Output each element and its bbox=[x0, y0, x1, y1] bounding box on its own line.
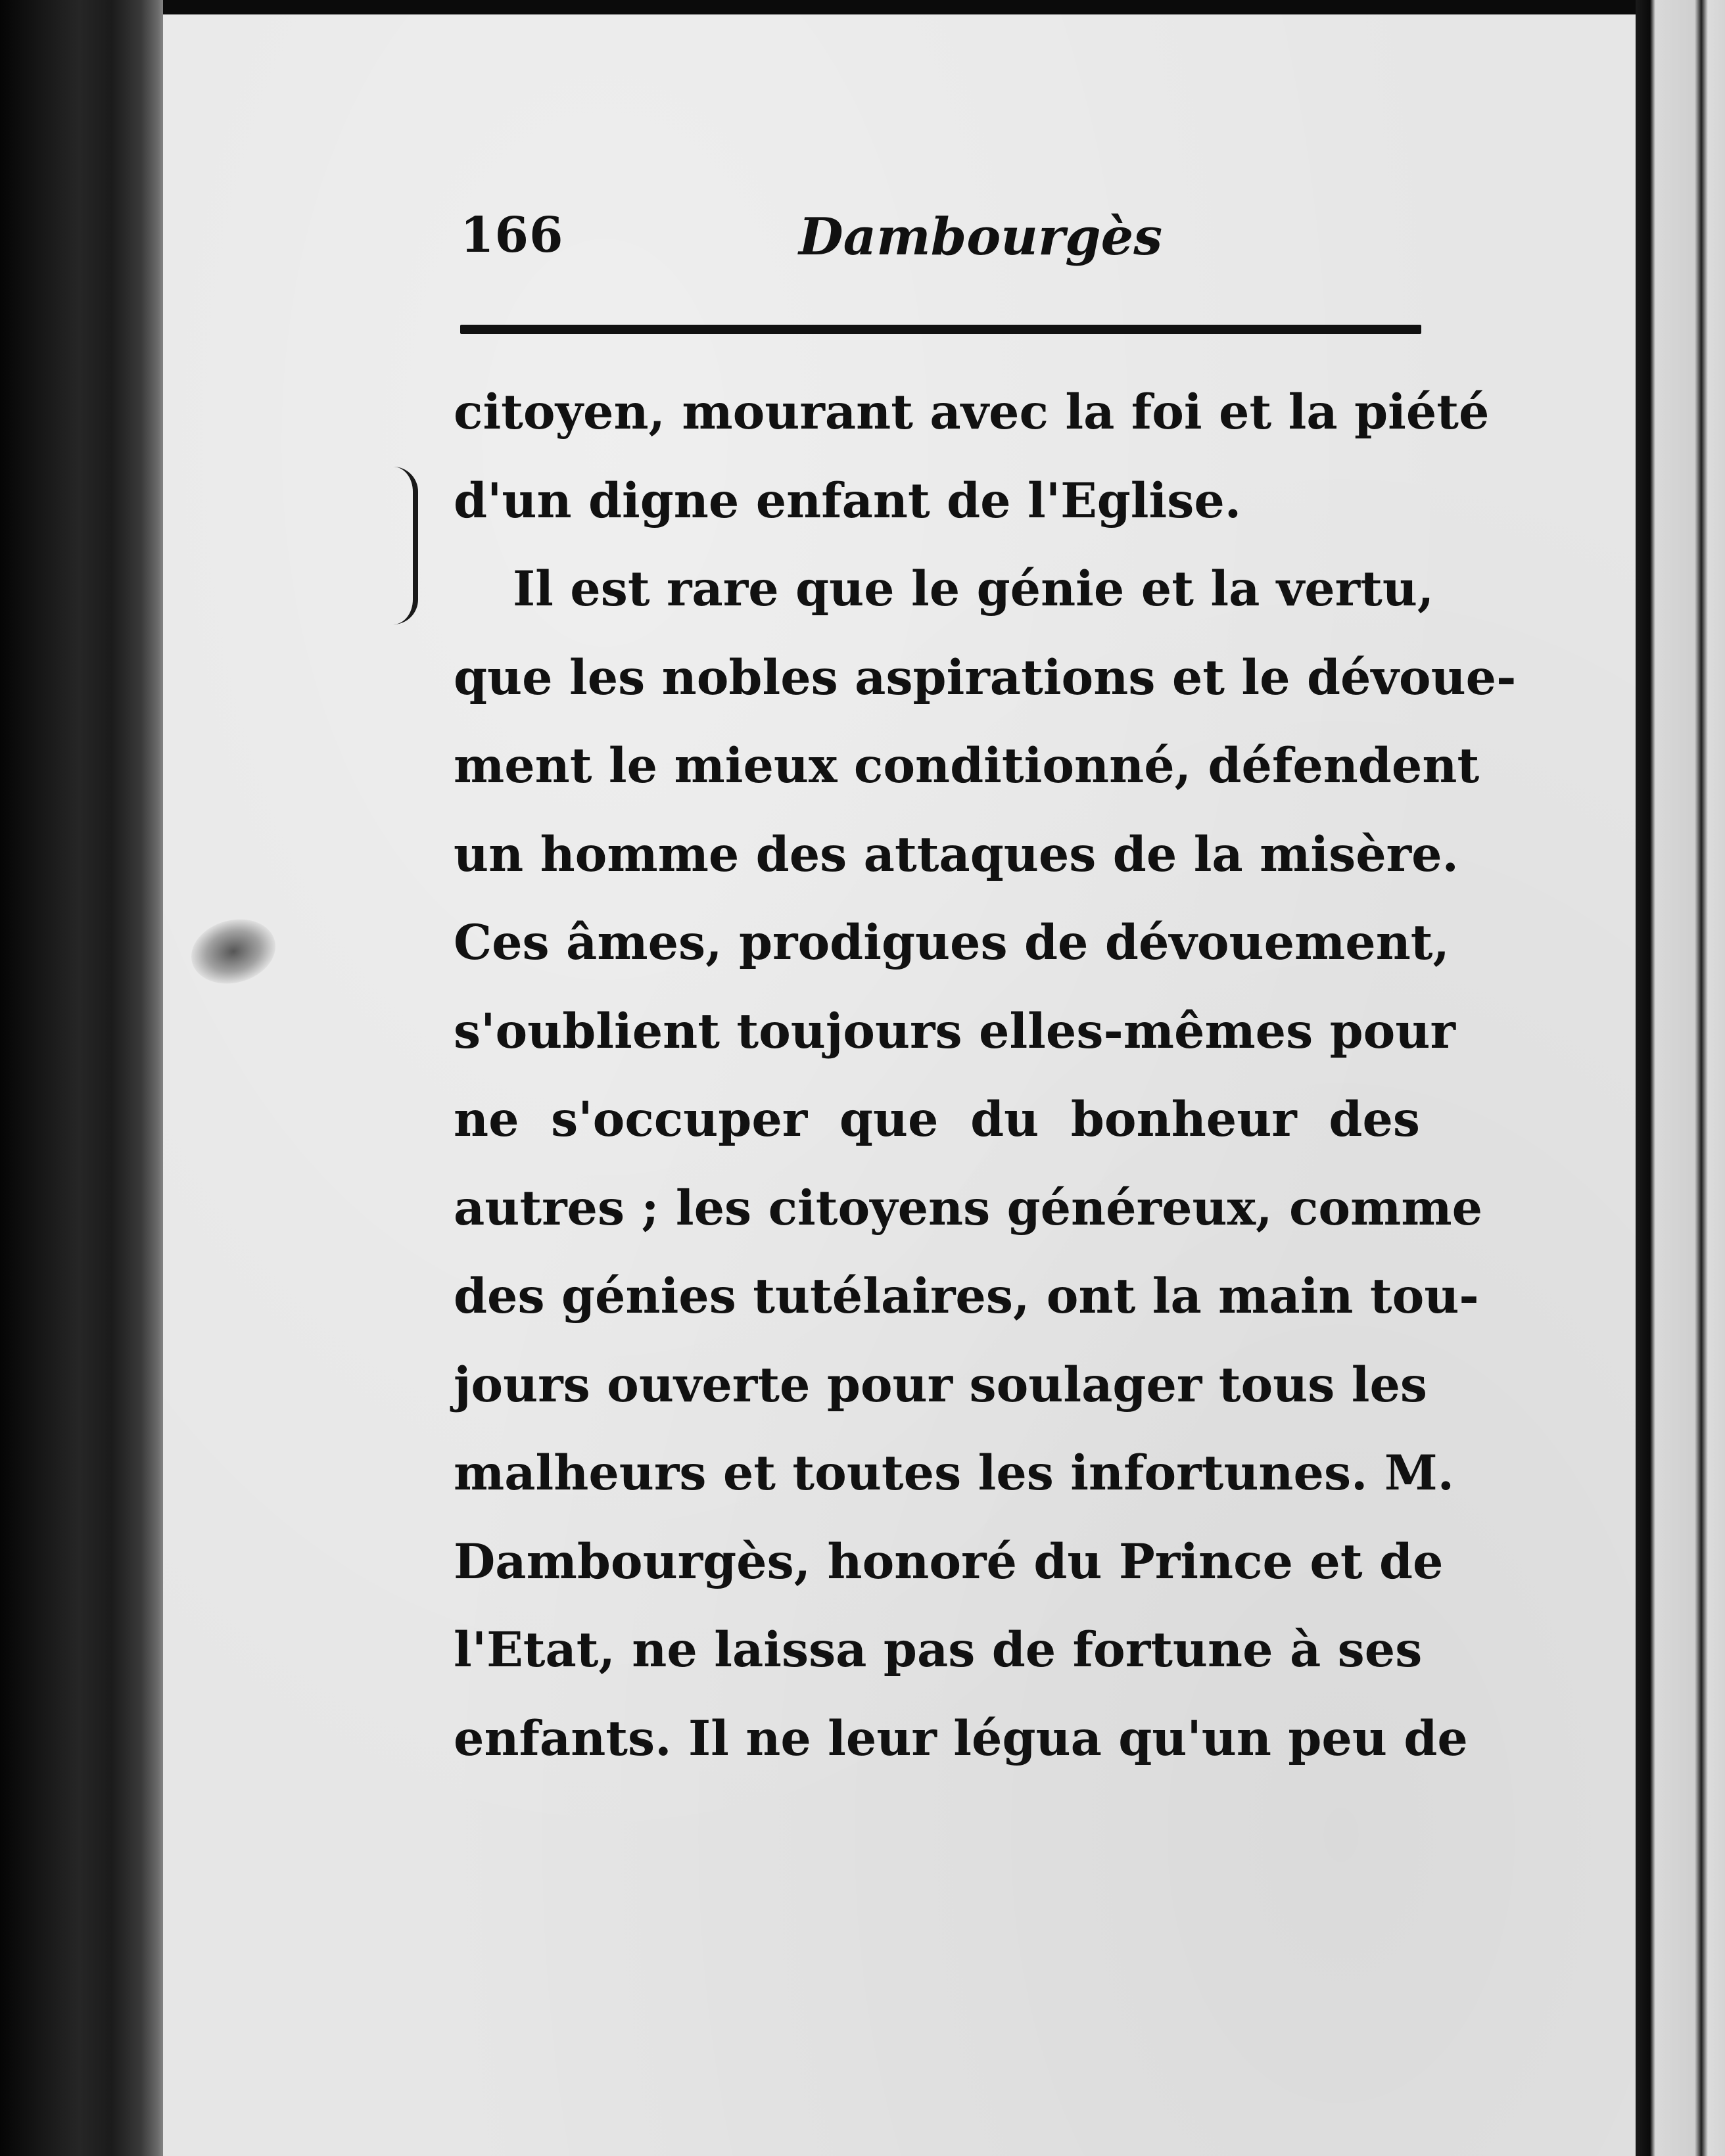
next-page-edge bbox=[1636, 0, 1725, 2156]
text-line: enfants. Il ne leur légua qu'un peu de bbox=[454, 1710, 1468, 1767]
text-line: Il est rare que le génie et la vertu, bbox=[513, 561, 1434, 617]
page-number: 166 bbox=[460, 207, 564, 264]
text-line: ne s'occuper que du bonheur des bbox=[454, 1091, 1420, 1148]
text-line: ment le mieux conditionné, défendent bbox=[454, 738, 1480, 794]
text-line: autres ; les citoyens généreux, comme bbox=[454, 1179, 1483, 1236]
page-header bbox=[460, 200, 1420, 279]
text-line: s'oublient toujours elles-mêmes pour bbox=[454, 1002, 1455, 1060]
text-line: Dambourgès, honoré du Prince et de bbox=[454, 1533, 1444, 1590]
margin-bracket-mark bbox=[393, 467, 418, 624]
running-head: Dambourgès bbox=[799, 207, 1163, 267]
text-line: Ces âmes, prodigues de dévouement, bbox=[454, 914, 1450, 971]
body-text bbox=[454, 368, 1517, 1783]
header-rule bbox=[460, 325, 1421, 334]
text-line: l'Etat, ne laissa pas de fortune à ses bbox=[454, 1622, 1423, 1678]
text-line: des génies tutélaires, ont la main tou- bbox=[454, 1268, 1479, 1324]
text-line: un homme des attaques de la misère. bbox=[454, 826, 1459, 883]
book-binding bbox=[0, 0, 164, 2156]
text-line: citoyen, mourant avec la foi et la piété bbox=[454, 384, 1490, 440]
top-edge bbox=[163, 0, 1636, 14]
text-line: que les nobles aspirations et le dévoue- bbox=[454, 649, 1517, 706]
text-line: d'un digne enfant de l'Eglise. bbox=[454, 472, 1242, 529]
text-line: jours ouverte pour soulager tous les bbox=[454, 1356, 1428, 1413]
text-line: malheurs et toutes les infortunes. M. bbox=[454, 1445, 1455, 1501]
